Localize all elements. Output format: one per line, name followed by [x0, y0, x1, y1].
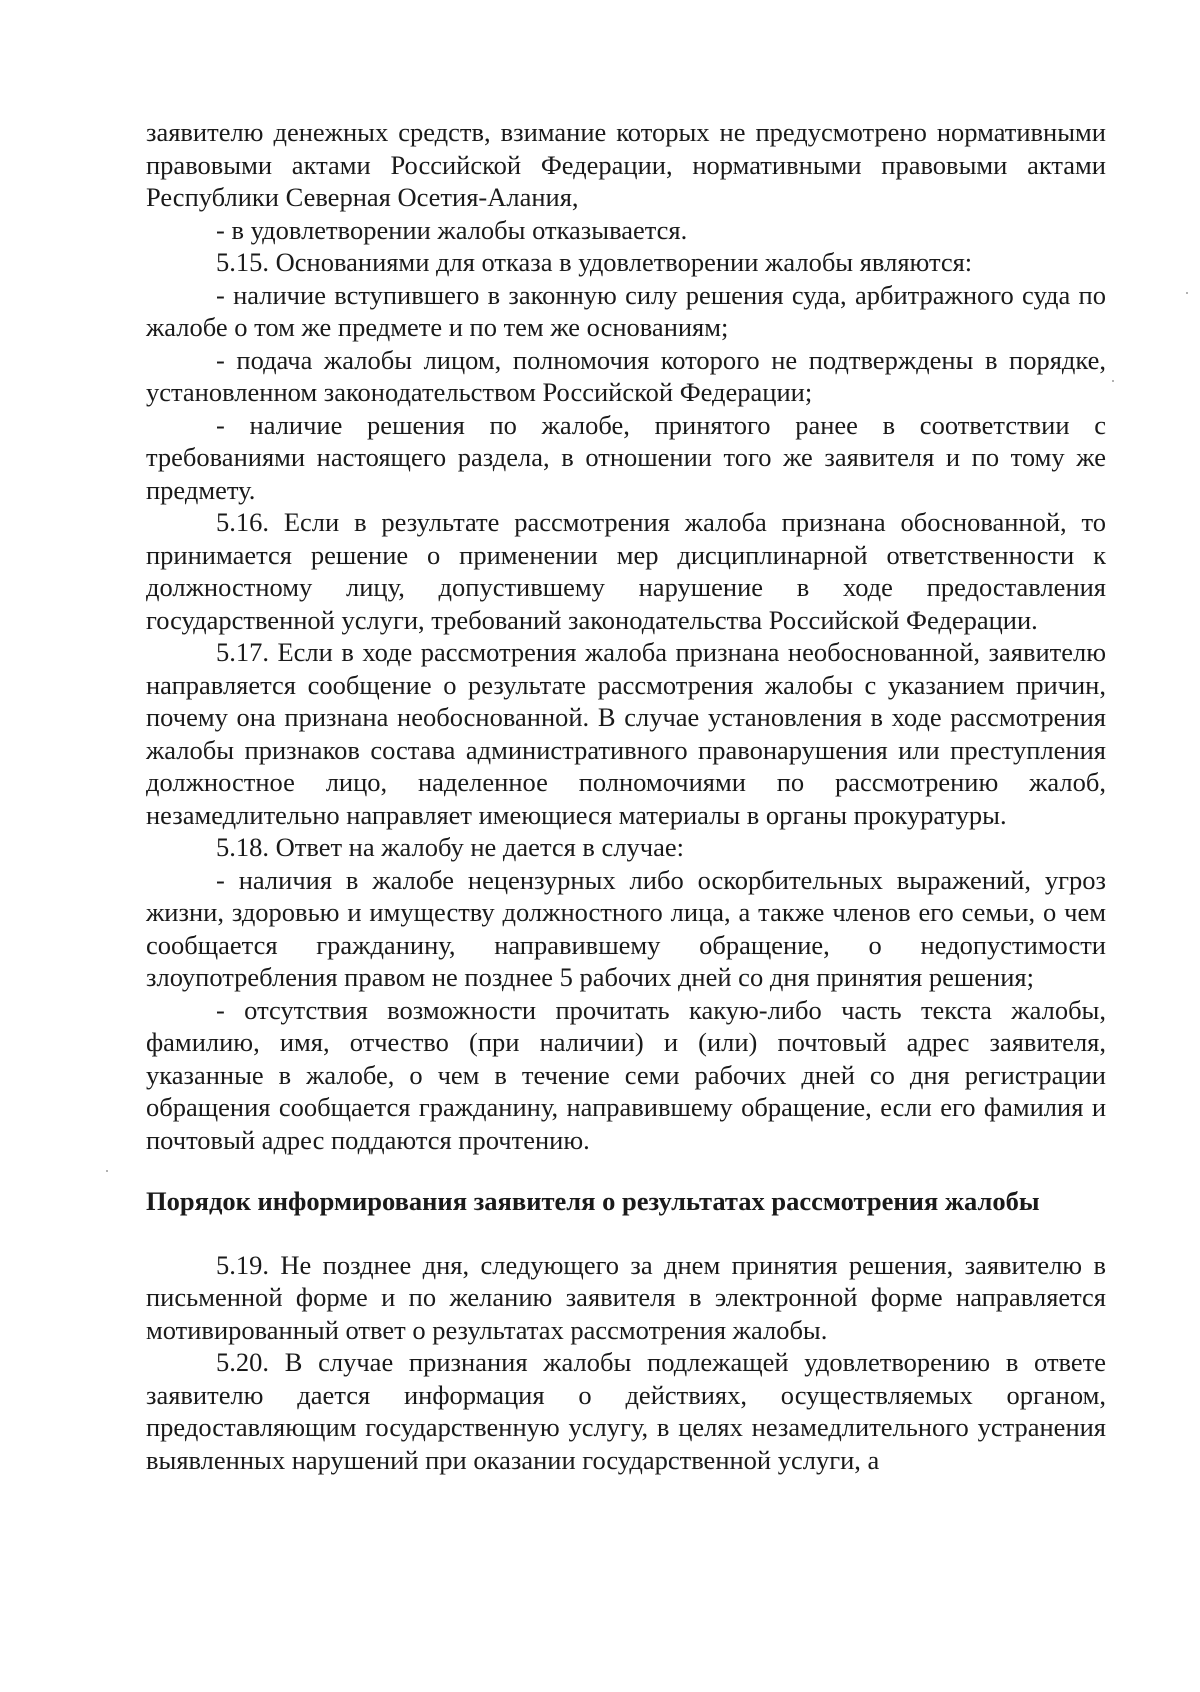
document-body — [146, 116, 1106, 1476]
paragraph-complaint-rejected: - в удовлетворении жалобы отказывается. — [216, 214, 688, 245]
paragraph-5-15-grounds-for-refusal: 5.15. Основаниями для отказа в удовлетворении жалобы являются: — [216, 247, 973, 277]
spacer — [146, 1218, 1106, 1249]
paragraph-unauthorized-person: - подача жалобы лицом, полномочия которого не подтверждены в порядке, установленном законодательством Российской Федерации; — [146, 344, 1106, 407]
scan-speck — [1112, 380, 1114, 382]
paragraph-unreadable-text: - отсутствия возможности прочитать какую-либо часть текста жалобы, фамилию, имя, отчество (при наличии) и (или) почтовый адрес заявителя, указанные в жалобе, о чем в течение семи рабочих дней со дня регистрации обращения сообщается гражданину, направившему обращение, если его фамилия и почтовый адрес поддаются прочтению. — [146, 994, 1106, 1155]
paragraph-continuation-fees: заявителю денежных средств, взимание которых не предусмотрено нормативными правовыми актами Российской Федерации, нормативными правовыми актами Республики Северная Осетия-Алания, — [146, 117, 1106, 212]
section-heading: Порядок информирования заявителя о результатах рассмотрения жалобы — [146, 1186, 1040, 1216]
scan-speck — [106, 1170, 108, 1172]
paragraph-5-19-reasoned-response: 5.19. Не позднее дня, следующего за днем принятия решения, заявителю в письменной форме и по желанию заявителя в электронной форме направляется мотивированный ответ о результатах рассмотрения жалобы. — [146, 1249, 1106, 1345]
paragraph-5-16-justified-complaint: 5.16. Если в результате рассмотрения жалоба признана обоснованной, то принимается решение о применении мер дисциплинарной ответственности к должностному лицу, допустившему нарушение в ходе предоставления государственной услуги, требований законодательства Российской Федерации. — [146, 507, 1106, 635]
scan-speck — [1186, 292, 1188, 294]
paragraph-5-18-no-response: 5.18. Ответ на жалобу не дается в случае: — [216, 832, 685, 862]
spacer — [146, 1156, 1106, 1185]
paragraph-obscene-language: - наличия в жалобе нецензурных либо оскорбительных выражений, угроз жизни, здоровью и имуществу должностного лица, а также членов его семьи, о чем сообщается гражданину, направившему обращение, о недопустимости злоупотребления правом не позднее 5 рабочих дней со дня принятия решения; — [146, 864, 1106, 992]
paragraph-5-17-unjustified-complaint: 5.17. Если в ходе рассмотрения жалоба признана необоснованной, заявителю направляется сообщение о результате рассмотрения жалобы с указанием причин, почему она признана необоснованной. В случае установления в ходе рассмотрения жалобы признаков состава административного правонарушения или преступления должностное лицо, наделенное полномочиями по рассмотрению жалоб, незамедлительно направляет имеющиеся материалы в органы прокуратуры. — [146, 637, 1106, 830]
paragraph-previous-decision: - наличие решения по жалобе, принятого ранее в соответствии с требованиями настоящего раздела, в отношении того же заявителя и по тому же предмету. — [146, 409, 1106, 505]
paragraph-court-decision: - наличие вступившего в законную силу решения суда, арбитражного суда по жалобе о том же предмете и по тем же основаниям; — [146, 279, 1106, 342]
paragraph-5-20-complaint-satisfied: 5.20. В случае признания жалобы подлежащей удовлетворению в ответе заявителю дается информация о действиях, осуществляемых органом, предоставляющим государственную услугу, в целях незамедлительного устранения выявленных нарушений при оказании государственной услуги, а — [146, 1347, 1106, 1475]
